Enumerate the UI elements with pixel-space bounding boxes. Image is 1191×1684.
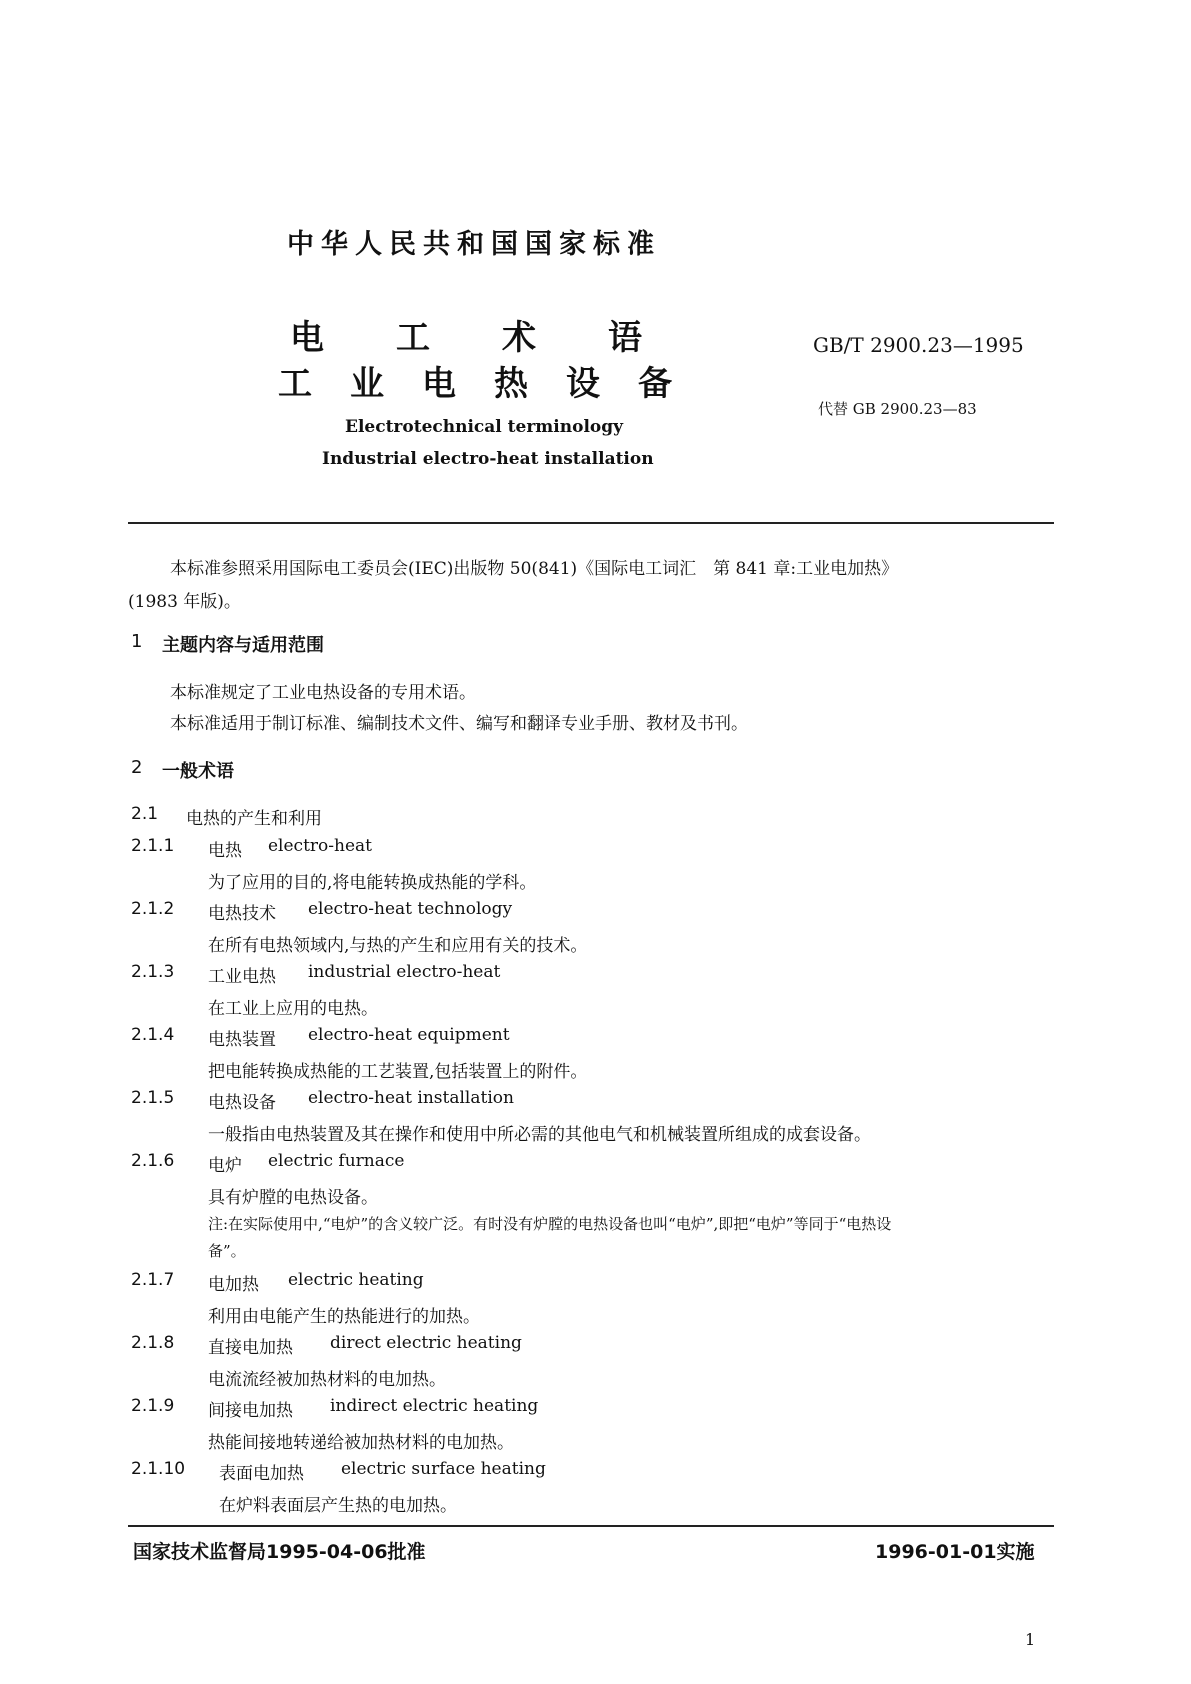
page-number: 1: [1025, 1630, 1036, 1649]
term-chinese: 电热技术: [208, 904, 276, 924]
term-number: 2.1.5: [131, 1088, 175, 1108]
english-title-line2: Industrial electro-heat installation: [322, 449, 654, 469]
term-definition: 在工业上应用的电热。: [208, 999, 378, 1019]
term-number: 2.1.3: [131, 962, 175, 982]
approval-date: 国家技术监督局1995-04-06批准: [133, 1541, 426, 1563]
term-english: electro-heat equipment: [308, 1025, 510, 1045]
term-english: electro-heat installation: [308, 1088, 514, 1108]
term-number: 2.1.6: [131, 1151, 175, 1171]
term-english: electric heating: [288, 1270, 424, 1290]
section1-para2: 本标准适用于制订标准、编制技术文件、编写和翻译专业手册、教材及书刊。: [170, 714, 748, 734]
section2-title: 一般术语: [162, 761, 234, 782]
term-chinese: 表面电加热: [219, 1464, 304, 1484]
header-divider: [128, 522, 1054, 524]
term-number: 2.1.10: [131, 1459, 186, 1479]
term-english: electro-heat technology: [308, 899, 513, 919]
term-number: 2.1.7: [131, 1270, 175, 1290]
term-definition: 电流流经被加热材料的电加热。: [208, 1370, 446, 1390]
term-number: 2.1.8: [131, 1333, 175, 1353]
term-chinese: 电热: [208, 841, 242, 861]
subsection-title: 电热的产生和利用: [186, 809, 322, 829]
term-definition: 在所有电热领域内,与热的产生和应用有关的技术。: [208, 936, 588, 956]
term-chinese: 直接电加热: [208, 1338, 293, 1358]
term-number: 2.1.4: [131, 1025, 175, 1045]
term-definition: 具有炉膛的电热设备。: [208, 1188, 378, 1208]
term-definition: 把电能转换成热能的工艺装置,包括装置上的附件。: [208, 1062, 588, 1082]
intro-line1: 本标准参照采用国际电工委员会(IEC)出版物 50(841)《国际电工词汇 第 841 章:工业电加热》: [170, 559, 899, 579]
term-chinese: 间接电加热: [208, 1401, 293, 1421]
section1-para1: 本标准规定了工业电热设备的专用术语。: [170, 683, 476, 703]
main-title-line2: 工业电热设备: [278, 364, 710, 404]
subsection-number: 2.1: [131, 804, 159, 824]
term-english: electro-heat: [268, 836, 372, 856]
term-note-line1: 注:在实际使用中,“电炉”的含义较广泛。有时没有炉膛的电热设备也叫“电炉”,即把“电炉”等同于“电热设: [208, 1215, 892, 1233]
term-chinese: 电加热: [208, 1275, 259, 1295]
main-title-line1: 电工术语: [290, 318, 714, 358]
english-title-line1: Electrotechnical terminology: [345, 417, 624, 437]
term-number: 2.1.9: [131, 1396, 175, 1416]
term-note-line2: 备”。: [208, 1242, 246, 1260]
term-definition: 利用由电能产生的热能进行的加热。: [208, 1307, 480, 1327]
term-definition: 为了应用的目的,将电能转换成热能的学科。: [208, 873, 537, 893]
term-chinese: 电炉: [208, 1156, 242, 1176]
effective-date: 1996-01-01实施: [875, 1541, 1035, 1563]
term-definition: 一般指由电热装置及其在操作和使用中所必需的其他电气和机械装置所组成的成套设备。: [208, 1125, 871, 1145]
section2-number: 2: [131, 757, 143, 778]
term-number: 2.1.1: [131, 836, 175, 856]
term-english: industrial electro-heat: [308, 962, 501, 982]
term-english: indirect electric heating: [330, 1396, 539, 1416]
term-chinese: 电热设备: [208, 1093, 276, 1113]
term-number: 2.1.2: [131, 899, 175, 919]
term-english: direct electric heating: [330, 1333, 522, 1353]
term-chinese: 工业电热: [208, 967, 276, 987]
replaces-standard: 代替 GB 2900.23—83: [818, 400, 977, 418]
term-definition: 热能间接地转递给被加热材料的电加热。: [208, 1433, 514, 1453]
term-english: electric furnace: [268, 1151, 405, 1171]
section1-number: 1: [131, 631, 143, 652]
term-english: electric surface heating: [341, 1459, 546, 1479]
footer-divider: [128, 1525, 1054, 1527]
term-chinese: 电热装置: [208, 1030, 276, 1050]
section1-title: 主题内容与适用范围: [162, 635, 324, 656]
standard-number: GB/T 2900.23—1995: [813, 333, 1024, 357]
term-definition: 在炉料表面层产生热的电加热。: [219, 1496, 457, 1516]
intro-line2: (1983 年版)。: [128, 592, 241, 612]
national-standard-title: 中华人民共和国国家标准: [287, 229, 661, 260]
